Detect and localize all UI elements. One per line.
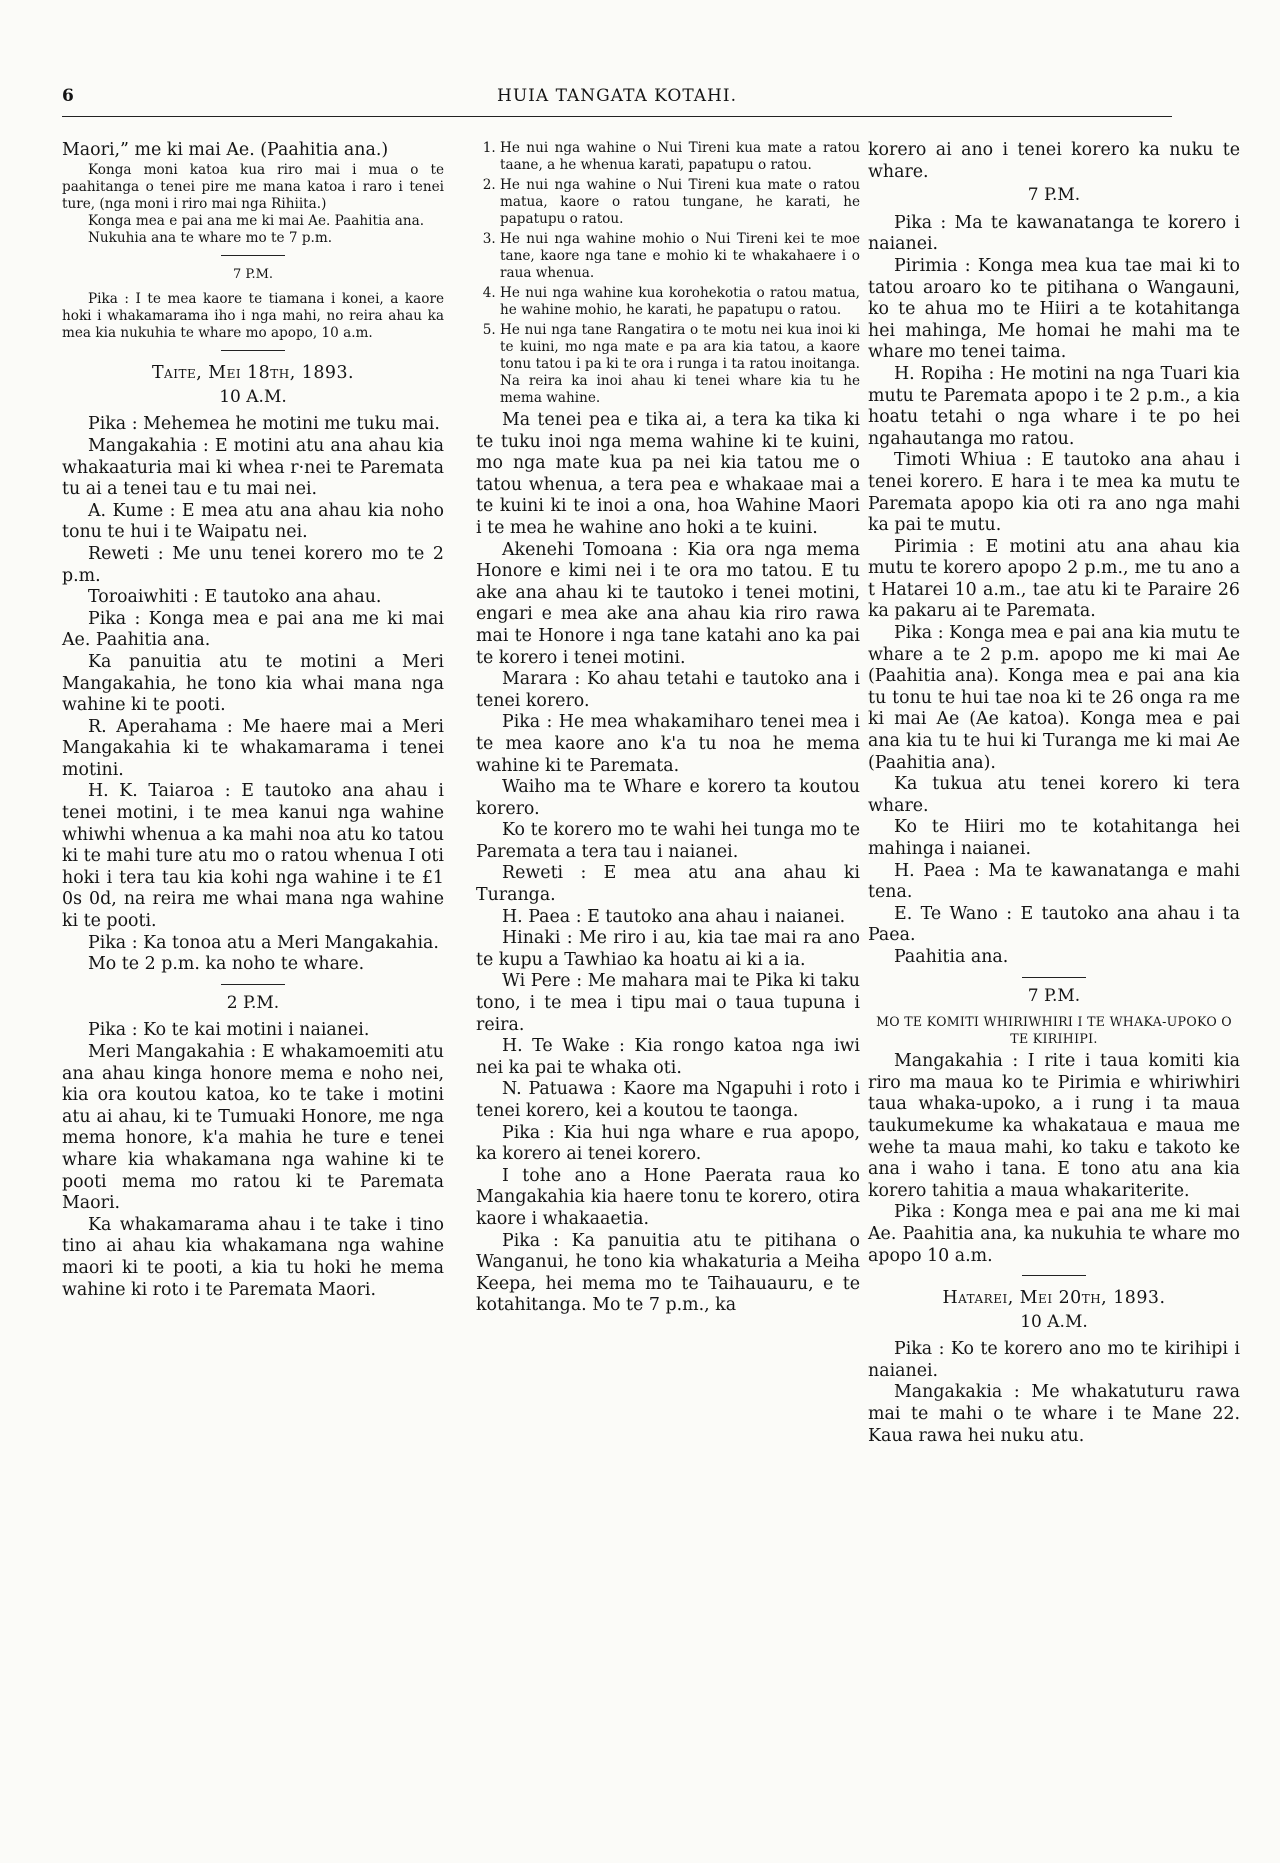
paragraph: Marara : Ko ahau tetahi e tautoko ana i tenei korero. <box>476 669 860 711</box>
paragraph: Maori,” me ki mai Ae. (Paahitia ana.) <box>62 140 389 160</box>
paragraph: Wi Pere : Me mahara mai te Pika ki taku tono, i te mea i tipu mai o taua tupuna i reira. <box>476 971 860 1035</box>
paragraph: Meri Mangakahia : E whakamoemiti atu ana ahau kinga honore mema e noho nei, kia ora koutou katoa, ko te take i motini atu ai ahau, ki te Tumuaki Honore, me nga mema honore, k'a mahia he ture e tenei whare kia whakamana nga wahine ki te pooti mema mo ratou ki te Paremata Maori. <box>62 1042 444 1214</box>
paragraph: H. Ropiha : He motini na nga Tuari kia mutu te Paremata apopo i te 2 p.m., a kia hoatu tetahi o nga whare i te po hei ngahautanga mo ratou. <box>868 363 1240 449</box>
time-heading: 2 P.M. <box>226 992 280 1013</box>
paragraph: Hinaki : Me riro i au, kia tae mai ra ano te kupu a Tawhiao ka hoatu ai ki a ia. <box>476 928 860 970</box>
paragraph: H. Paea : Ma te kawanatanga e mahi tena. <box>868 860 1240 903</box>
list-item: 4. He nui nga wahine kua korohekotia o ratou matua, he wahine mohio, he karati, he papatupu o ratou. <box>500 285 860 319</box>
section-divider <box>221 350 285 351</box>
time-heading: 10 A.M. <box>219 386 287 407</box>
paragraph: H. Te Wake : Kia rongo katoa nga iwi nei ka pai te whaka oti. <box>476 1036 860 1078</box>
list-item: 1. He nui nga wahine o Nui Tireni kua mate a ratou taane, a he whenua karati, papatupu o ratou. <box>500 140 860 174</box>
paragraph: Ka panuitia atu te motini a Meri Mangakahia, he tono kia whai mana nga wahine ki te pooti. <box>62 651 444 716</box>
paragraph: Pika : Konga mea e pai ana me ki mai Ae. Paahitia ana. <box>62 608 444 651</box>
paragraph: Ka whakamarama ahau i te take i tino tino ai ahau kia whakamana nga wahine maori ki te pooti, a kia tu hoki he mema wahine ki roto i te Paremata Maori. <box>62 1214 444 1300</box>
paragraph: Pika : Kia hui nga whare e rua apopo, ka korero ai tenei korero. <box>476 1122 860 1165</box>
paragraph: Nukuhia ana te whare mo te 7 p.m. <box>88 229 333 246</box>
section-divider <box>221 255 285 256</box>
date-heading: Hatarei, Mei 20th, 1893. <box>942 1288 1166 1309</box>
column-3 <box>868 140 1240 1447</box>
paragraph: Konga moni katoa kua riro mai i mua o te paahitanga o tenei pire me mana katoa i raro i tenei ture, (nga moni i riro mai nga Rihiita.) <box>62 161 444 212</box>
paragraph: Pika : Ka panuitia atu te pitihana o Wanganui, he tono kia whakaturia a Meiha Keepa, hei mema mo te Taihauauru, e te kotahitanga. Mo te 7 p.m., ka <box>476 1230 860 1316</box>
column-2 <box>476 140 860 1317</box>
time-heading: 7 P.M. <box>1027 985 1081 1006</box>
paragraph: Pika : Mehemea he motini me tuku mai. <box>88 414 440 435</box>
paragraph: Mangakahia : I rite i taua komiti kia riro ma maua ko te Pirimia e whiriwhiri taua whaka-upoko, a i rung i ta maua taukumekume ka whakataua e maua me wehe ta maua mahi, ko taku e takoto ke ana i waho i tana. E tono atu ana kia korero tahitia a maua whakariterite. <box>868 1051 1240 1201</box>
paragraph: Timoti Whiua : E tautoko ana ahau i tenei korero. E hara i te mea ka mutu te Paremata apopo kia oti ra ano nga mahi ka pai te mutu. <box>868 450 1240 536</box>
time-heading: 7 P.M. <box>232 266 274 282</box>
paragraph: I tohe ano a Hone Paerata raua ko Mangakahia kia haere tonu te korero, otira kaore i whakaaetia. <box>476 1165 860 1229</box>
header-rule <box>62 116 1172 117</box>
paragraph: Reweti : E mea atu ana ahau ki Turanga. <box>476 863 860 906</box>
time-heading: 10 A.M. <box>1020 1311 1088 1332</box>
running-title: HUIA TANGATA KOTAHI. <box>497 86 737 106</box>
paragraph: Ko te korero mo te wahi hei tunga mo te Paremata a tera tau i naianei. <box>476 820 860 862</box>
paragraph: Pika : Konga mea e pai ana kia mutu te whare a te 2 p.m. apopo me ki mai Ae (Paahitia ana). Konga mea e pai ana kia tu tonu te hui tae noa ki te 26 onga ra me ki mai Ae (Ae katoa). Konga mea e pai ana kia tu te hui ki Turanga me ki mai Ae (Paahitia ana). <box>868 623 1240 773</box>
committee-heading: MO TE KOMITI WHIRIWHIRI I TE WHAKA-UPOKO O TE KIRIHIPI. <box>876 1014 1232 1047</box>
paragraph: Pika : Ka tonoa atu a Meri Mangakahia. <box>88 932 439 953</box>
paragraph: E. Te Wano : E tautoko ana ahau i ta Paea. <box>868 903 1240 946</box>
paragraph: Pika : I te mea kaore te tiamana i konei, a kaore hoki i whakamarama iho i nga mahi, no reira ahau ka mea kia nukuhia te whare mo apopo, 10 a.m. <box>62 291 444 342</box>
time-heading: 7 P.M. <box>1027 185 1081 206</box>
list-item: 2. He nui nga wahine o Nui Tireni kua mate o ratou matua, kaore o ratou tungane, he karati, he papatupu o ratou. <box>500 177 860 228</box>
page-header <box>62 86 1172 116</box>
paragraph: Mo te 2 p.m. ka noho te whare. <box>88 954 365 975</box>
paragraph: Ko te Hiiri mo te kotahitanga hei mahinga i naianei. <box>868 817 1240 859</box>
paragraph: Pika : Ma te kawanatanga te korero i naianei. <box>868 212 1240 255</box>
paragraph: Toroaiwhiti : E tautoko ana ahau. <box>88 587 382 608</box>
paragraph: Pika : He mea whakamiharo tenei mea i te mea kaore ano k'a tu noa he mema wahine ki te Paremata. <box>476 712 860 776</box>
date-heading: Taite, Mei 18th, 1893. <box>151 363 355 384</box>
section-divider <box>221 984 285 985</box>
section-divider <box>1022 1275 1086 1276</box>
paragraph: Waiho ma te Whare e korero ta koutou korero. <box>476 777 860 819</box>
paragraph: Pika : Ko te kai motini i naianei. <box>88 1020 370 1041</box>
paragraph: R. Aperahama : Me haere mai a Meri Mangakahia ki te whakamarama i tenei motini. <box>62 716 444 780</box>
section-divider <box>1022 977 1086 978</box>
list-item: 3. He nui nga wahine mohio o Nui Tireni kei te moe tane, kaore nga tane e mohio ki te whakahaere i o raua whenua. <box>500 231 860 282</box>
paragraph: Mangakakia : Me whakatuturu rawa mai te mahi o te whare i te Mane 22. Kaua rawa hei nuku atu. <box>868 1382 1240 1446</box>
paragraph: Konga mea e pai ana me ki mai Ae. Paahitia ana. <box>88 212 425 229</box>
paragraph: H. K. Taiaroa : E tautoko ana ahau i tenei motini, i te mea kanui nga wahine whiwhi whenua a ka mahi noa atu ko tatou ki te mahi ture atu mo o ratou whenua I oti hoki i tera tau kia kohi nga wahine i te £1 0s 0d, na reira me whai mana nga wahine ki te pooti. <box>62 781 444 932</box>
paragraph: N. Patuawa : Kaore ma Ngapuhi i roto i tenei korero, kei a koutou te taonga. <box>476 1079 860 1121</box>
list-item: 5. He nui nga tane Rangatira o te motu nei kua inoi ki te kuini, mo nga mate e pa ara kia tatou, a kaore tonu tatou i pa ki te ora i runga i ta ratou inoitanga. Na reira ka inoi ahau ki tenei whare kia tu he mema wahine. <box>500 322 860 407</box>
paragraph: A. Kume : E mea atu ana ahau kia noho tonu te hui i te Waipatu nei. <box>62 500 444 543</box>
paragraph: Akenehi Tomoana : Kia ora nga mema Honore e kimi nei i te ora mo tatou. E tu ake ana ahau ki te tautoko i tenei motini, engari e mea ake ana ahau kia riro rawa mai te Honore i nga tane katahi ano ka pai te korero i tenei motini. <box>476 539 860 668</box>
page-number: 6 <box>62 86 74 106</box>
paragraph: H. Paea : E tautoko ana ahau i naianei. <box>502 906 846 927</box>
column-1 <box>62 140 444 1301</box>
paragraph: Pirimia : E motini atu ana ahau kia mutu te korero apopo 2 p.m., me tu ano a t Hatarei 10 a.m., tae atu ki te Paraire 26 ka pakaru ai te Paremata. <box>868 536 1240 622</box>
paragraph: korero ai ano i tenei korero ka nuku te whare. <box>868 140 1240 182</box>
numbered-list <box>476 140 860 407</box>
paragraph: Ka tukua atu tenei korero ki tera whare. <box>868 774 1240 816</box>
paragraph: Pirimia : Konga mea kua tae mai ki to tatou aroaro ko te pitihana o Wangauni, ko te ahua mo te Hiiri a te kotahitanga hei mahinga, Me homai he mahi ma te whare mo tenei taima. <box>868 255 1240 363</box>
paragraph: Mangakahia : E motini atu ana ahau kia whakaaturia mai ki whea r·nei te Paremata tu ai a tenei tau e tu mai nei. <box>62 435 444 500</box>
paragraph: Reweti : Me unu tenei korero mo te 2 p.m. <box>62 543 444 586</box>
paragraph: Paahitia ana. <box>894 946 1009 967</box>
paragraph: Ma tenei pea e tika ai, a tera ka tika ki te tuku inoi nga mema wahine ki te kuini, mo nga mate kua pa nei kia tatou me o tatou whenua, a tera pea e whakaae mai a te kuini ki te inoi a ona, hoa Wahine Maori i te mea he wahine ano hoki a te kuini. <box>476 410 860 538</box>
paragraph: Pika : Konga mea e pai ana me ki mai Ae. Paahitia ana, ka nukuhia te whare mo apopo 10 a.m. <box>868 1202 1240 1266</box>
paragraph: Pika : Ko te korero ano mo te kirihipi i naianei. <box>868 1339 1240 1381</box>
